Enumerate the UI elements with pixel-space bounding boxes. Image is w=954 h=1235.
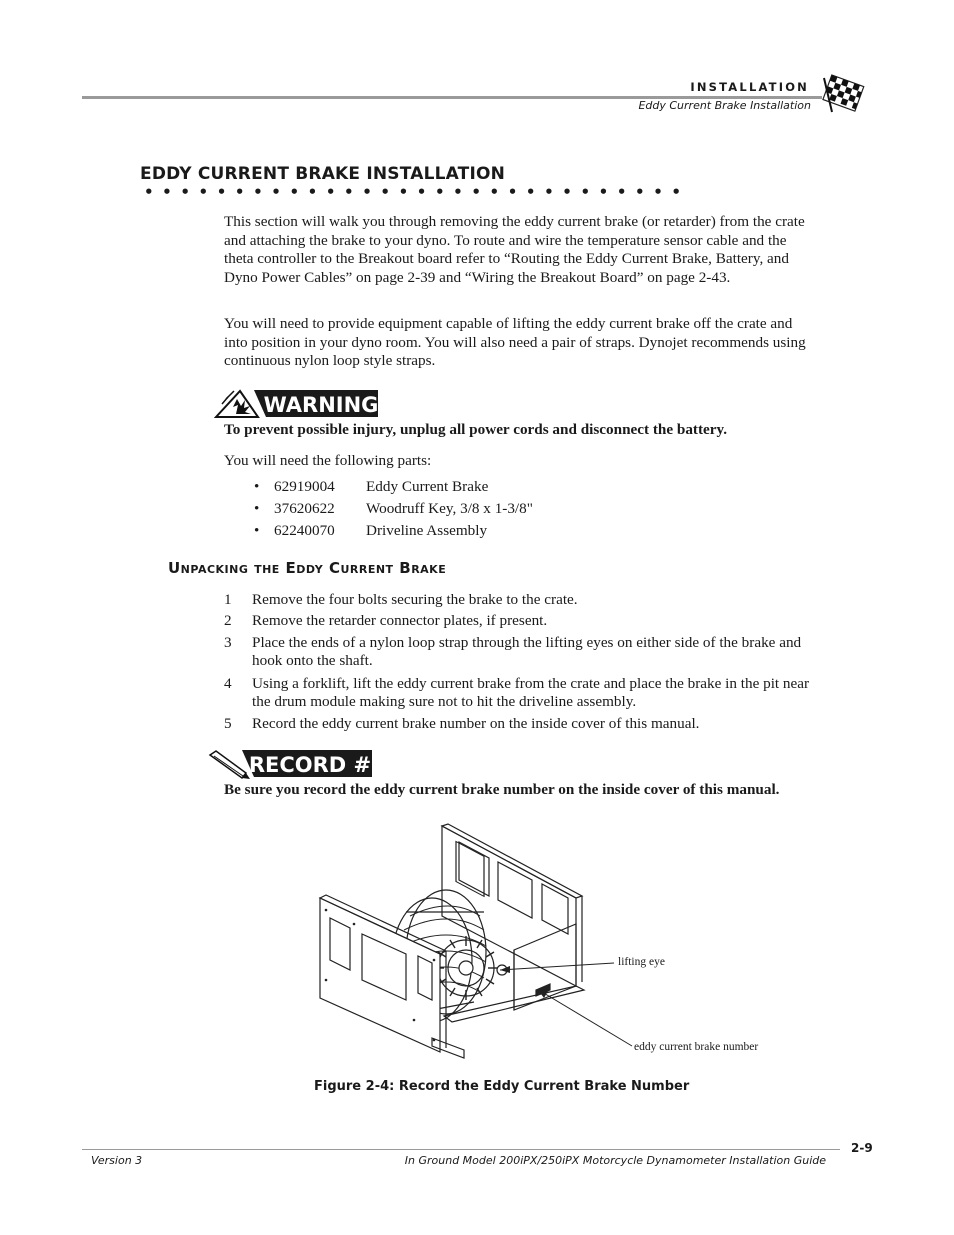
- footer-doc-title: In Ground Model 200iPX/250iPX Motorcycle Dynamometer Installation Guide: [404, 1154, 826, 1167]
- part-description: Eddy Current Brake: [366, 478, 489, 495]
- page-number: 2-9: [851, 1141, 873, 1155]
- part-description: Woodruff Key, 3/8 x 1-3/8": [366, 500, 533, 517]
- footer-rule: [82, 1149, 840, 1150]
- checkered-flag-icon: [820, 74, 866, 114]
- header-section-label: INSTALLATION: [690, 80, 809, 94]
- title-dot-leader: ••••••••••••••••••••••••••••••: [144, 183, 690, 201]
- record-badge: [206, 747, 374, 780]
- step-number: 4: [224, 675, 232, 692]
- record-text: Be sure you record the eddy current brake number on the inside cover of this manual.: [224, 781, 780, 798]
- step-number: 2: [224, 612, 232, 629]
- pencil-icon: [210, 751, 250, 779]
- figure-label-brake-number: eddy current brake number: [634, 1041, 759, 1053]
- warning-badge-label: WARNING: [263, 393, 379, 417]
- step-item: [224, 591, 814, 609]
- part-number: 37620622: [274, 500, 335, 517]
- figure-caption: Figure 2-4: Record the Eddy Current Brake Number: [314, 1079, 690, 1094]
- intro-paragraph: This section will walk you through removing the eddy current brake (or retarder) from the crate and attaching the brake to your dyno. To route and wire the temperature sensor cable and the theta controller to the Breakout board refer to “Routing the Eddy Current Brake, Battery, and Dyno Power Cables” on page 2-39 and “Wiring the Breakout Board” on page 2-43.: [224, 213, 805, 286]
- footer-version: Version 3: [91, 1154, 143, 1167]
- part-number: 62240070: [274, 522, 335, 539]
- step-text: Using a forklift, lift the eddy current brake from the crate and place the brake in the pit near the drum module making sure not to hit the driveline assembly.: [252, 675, 810, 711]
- step-item: [224, 715, 814, 733]
- intro-paragraph: You will need to provide equipment capable of lifting the eddy current brake off the crate and into position in your dyno room. You will also need a pair of straps. Dynojet recommends using continuous nylon loop style straps.: [224, 315, 806, 370]
- figure-label-lifting-eye: lifting eye: [618, 956, 665, 968]
- subsection-title: Unpacking the Eddy Current Brake: [168, 559, 447, 577]
- warning-badge: [214, 387, 380, 419]
- step-number: 3: [224, 634, 232, 651]
- step-text: Record the eddy current brake number on the inside cover of this manual.: [252, 715, 700, 732]
- step-item: [224, 675, 814, 712]
- eddy-current-brake-illustration: [314, 820, 814, 1075]
- warning-text: To prevent possible injury, unplug all power cords and disconnect the battery.: [224, 421, 728, 438]
- part-description: Driveline Assembly: [366, 522, 488, 539]
- record-badge-label: RECORD #: [248, 753, 372, 777]
- step-number: 1: [224, 591, 232, 608]
- warning-explosion-icon: [216, 391, 258, 417]
- parts-intro: You will need the following parts:: [224, 452, 432, 469]
- section-title: EDDY CURRENT BRAKE INSTALLATION: [140, 164, 506, 184]
- step-number: 5: [224, 715, 232, 732]
- step-text: Place the ends of a nylon loop strap through the lifting eyes on either side of the brake and hook onto the shaft.: [252, 634, 802, 670]
- step-text: Remove the four bolts securing the brake to the crate.: [252, 591, 578, 608]
- header-subsection-label: Eddy Current Brake Installation: [638, 99, 811, 112]
- step-text: Remove the retarder connector plates, if present.: [252, 612, 548, 629]
- part-number: 62919004: [274, 478, 335, 495]
- step-item: [224, 612, 814, 630]
- step-item: [224, 634, 814, 671]
